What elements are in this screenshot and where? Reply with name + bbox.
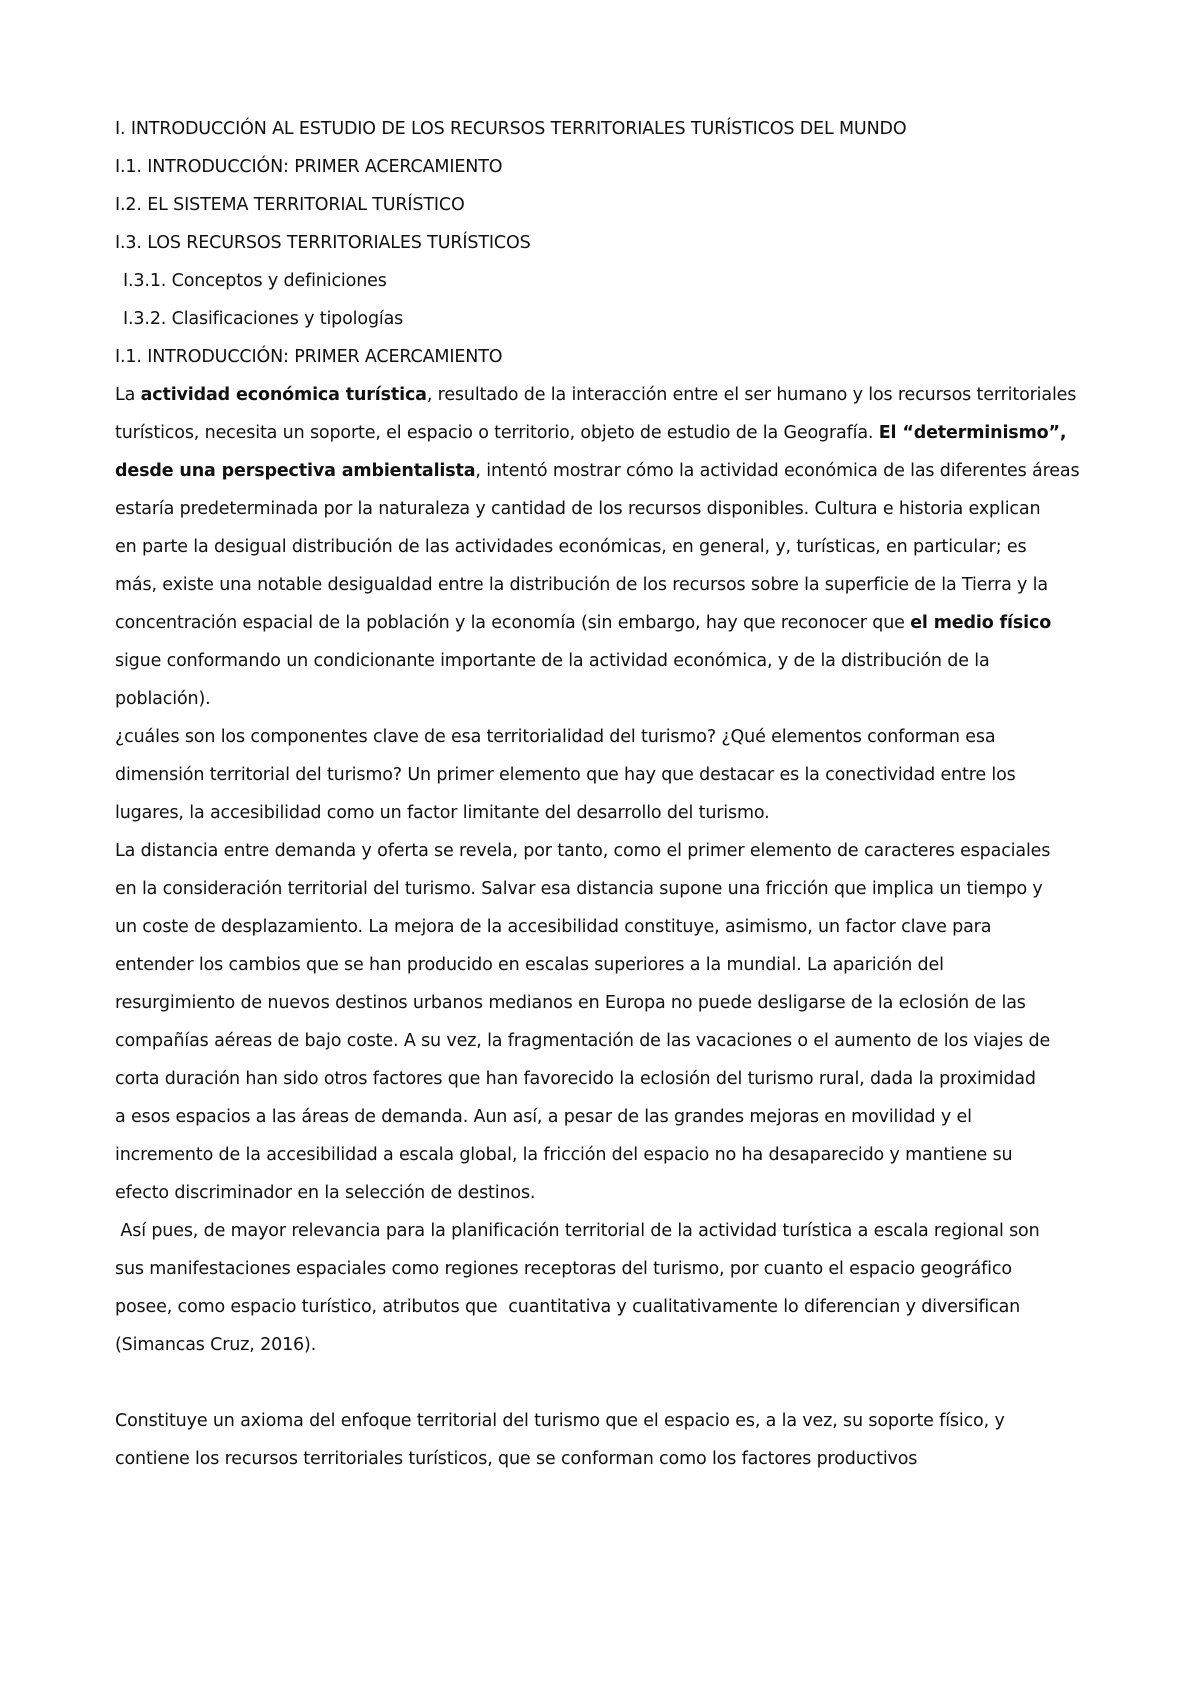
toc-section-3: I.3. LOS RECURSOS TERRITORIALES TURÍSTICOS — [115, 233, 531, 253]
paragraph-line: población). — [115, 689, 211, 709]
paragraph-line: a esos espacios a las áreas de demanda. Aun así, a pesar de las grandes mejoras en movilidad y el — [115, 1107, 972, 1127]
bold-term: desde una perspectiva ambientalista — [115, 461, 476, 481]
paragraph-line: ¿cuáles son los componentes clave de esa territorialidad del turismo? ¿Qué elementos conforman esa — [115, 727, 996, 747]
bold-term: actividad económica turística — [140, 385, 427, 405]
paragraph-line: en parte la desigual distribución de las actividades económicas, en general, y, turísticas, en particular; es — [115, 537, 1027, 557]
toc-chapter-title: I. INTRODUCCIÓN AL ESTUDIO DE LOS RECURSOS TERRITORIALES TURÍSTICOS DEL MUNDO — [115, 119, 907, 139]
paragraph-line: (Simancas Cruz, 2016). — [115, 1335, 317, 1355]
paragraph-line: La actividad económica turística, resultado de la interacción entre el ser humano y los recursos territoriales — [115, 385, 1077, 405]
paragraph-line: contiene los recursos territoriales turísticos, que se conforman como los factores productivos — [115, 1449, 918, 1469]
bold-term: el medio físico — [910, 613, 1052, 633]
paragraph-line: en la consideración territorial del turismo. Salvar esa distancia supone una fricción que implica un tiempo y — [115, 879, 1043, 899]
paragraph-line: dimensión territorial del turismo? Un primer elemento que hay que destacar es la conectividad entre los — [115, 765, 1016, 785]
paragraph-line: efecto discriminador en la selección de destinos. — [115, 1183, 536, 1203]
toc-section-2: I.2. EL SISTEMA TERRITORIAL TURÍSTICO — [115, 195, 465, 215]
bold-term: El “determinismo”, — [878, 423, 1067, 443]
paragraph-line: lugares, la accesibilidad como un factor limitante del desarrollo del turismo. — [115, 803, 770, 823]
paragraph-line: La distancia entre demanda y oferta se revela, por tanto, como el primer elemento de caracteres espaciales — [115, 841, 1051, 861]
paragraph-line: posee, como espacio turístico, atributos que cuantitativa y cualitativamente lo diferencian y diversifican — [115, 1297, 1021, 1317]
paragraph-line: concentración espacial de la población y la economía (sin embargo, hay que reconocer que el medio físico — [115, 613, 1052, 633]
paragraph-line: un coste de desplazamiento. La mejora de la accesibilidad constituye, asimismo, un factor clave para — [115, 917, 992, 937]
paragraph-line: estaría predeterminada por la naturaleza y cantidad de los recursos disponibles. Cultura e historia explican — [115, 499, 1041, 519]
toc-subsection-3-1: I.3.1. Conceptos y definiciones — [123, 271, 387, 291]
paragraph-line: desde una perspectiva ambientalista, intentó mostrar cómo la actividad económica de las diferentes áreas — [115, 461, 1080, 481]
paragraph-line: entender los cambios que se han producido en escalas superiores a la mundial. La aparición del — [115, 955, 944, 975]
paragraph-line: sigue conformando un condicionante importante de la actividad económica, y de la distribución de la — [115, 651, 990, 671]
section-heading: I.1. INTRODUCCIÓN: PRIMER ACERCAMIENTO — [115, 347, 503, 367]
toc-section-1: I.1. INTRODUCCIÓN: PRIMER ACERCAMIENTO — [115, 157, 503, 177]
paragraph-line: compañías aéreas de bajo coste. A su vez, la fragmentación de las vacaciones o el aumento de los viajes de — [115, 1031, 1051, 1051]
toc-subsection-3-2: I.3.2. Clasificaciones y tipologías — [123, 309, 404, 329]
paragraph-line: resurgimiento de nuevos destinos urbanos medianos en Europa no puede desligarse de la eclosión de las — [115, 993, 1026, 1013]
paragraph-line: sus manifestaciones espaciales como regiones receptoras del turismo, por cuanto el espacio geográfico — [115, 1259, 1012, 1279]
paragraph-line: Así pues, de mayor relevancia para la planificación territorial de la actividad turística a escala regional son — [115, 1221, 1040, 1241]
paragraph-line: Constituye un axioma del enfoque territorial del turismo que el espacio es, a la vez, su soporte físico, y — [115, 1411, 1005, 1431]
paragraph-line: más, existe una notable desigualdad entre la distribución de los recursos sobre la superficie de la Tierra y la — [115, 575, 1048, 595]
paragraph-line: corta duración han sido otros factores que han favorecido la eclosión del turismo rural, dada la proximidad — [115, 1069, 1036, 1089]
paragraph-line: turísticos, necesita un soporte, el espacio o territorio, objeto de estudio de la Geografía. El “determinismo”, — [115, 423, 1067, 443]
paragraph-line: incremento de la accesibilidad a escala global, la fricción del espacio no ha desaparecido y mantiene su — [115, 1145, 1013, 1165]
